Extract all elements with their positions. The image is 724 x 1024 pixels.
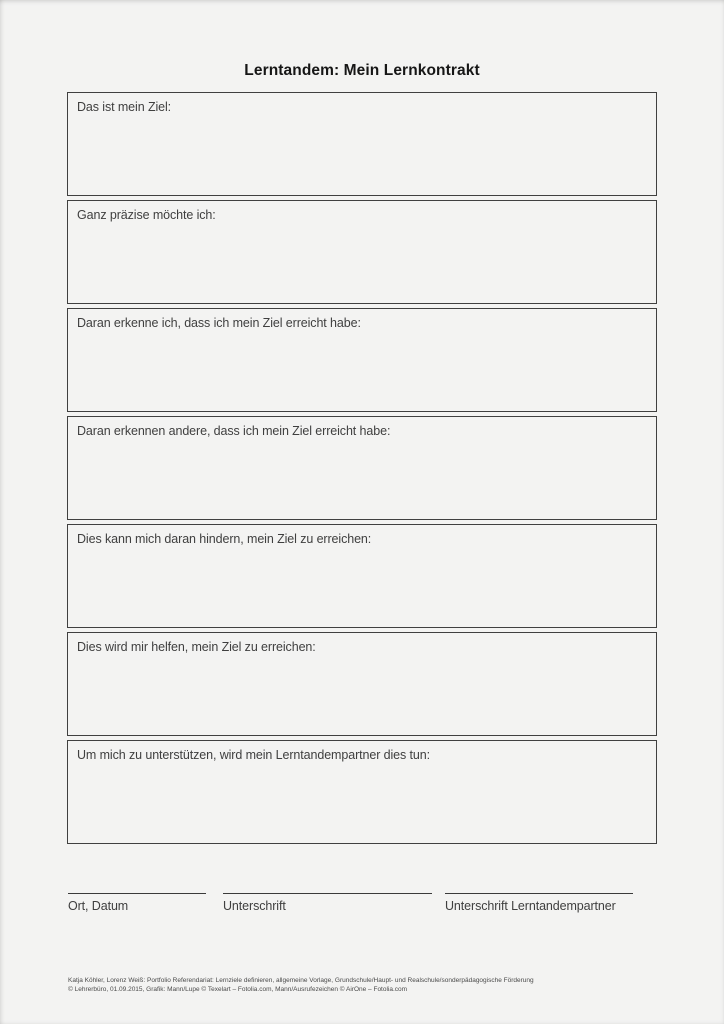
box-label: Daran erkenne ich, dass ich mein Ziel erreicht habe: bbox=[77, 316, 361, 330]
footer-line-1: Katja Köhler, Lorenz Weiß: Portfolio Referendariat: Lernziele definieren, allgemeine Vorlage, Grundschule/Haupt- und Realschule/sonderpädagogische Förderung bbox=[68, 977, 534, 984]
box-label: Um mich zu unterstützen, wird mein Lerntandempartner dies tun: bbox=[77, 748, 430, 762]
signature-ort-datum: Ort, Datum bbox=[68, 893, 206, 913]
signature-row bbox=[0, 893, 724, 933]
form-box-ziel bbox=[67, 92, 657, 196]
form-box-hindern bbox=[67, 524, 657, 628]
box-label: Ganz präzise möchte ich: bbox=[77, 208, 216, 222]
box-label: Dies wird mir helfen, mein Ziel zu erreichen: bbox=[77, 640, 316, 654]
box-label: Das ist mein Ziel: bbox=[77, 100, 172, 114]
form-box-tandempartner bbox=[67, 740, 657, 844]
footer-credits bbox=[68, 977, 668, 994]
form-box-helfen bbox=[67, 632, 657, 736]
footer-line-2: © Lehrerbüro, 01.09.2015, Grafik: Mann/Lupe © Texelart – Fotolia.com, Mann/Ausrufezeichen © AirOne – Fotolia.com bbox=[68, 985, 408, 993]
signature-unterschrift: Unterschrift bbox=[223, 893, 432, 913]
form-box-praezise bbox=[67, 200, 657, 304]
box-label: Dies kann mich daran hindern, mein Ziel zu erreichen: bbox=[77, 532, 372, 546]
signature-unterschrift-partner: Unterschrift Lerntandempartner bbox=[445, 893, 633, 913]
form-boxes bbox=[67, 92, 657, 844]
box-label: Daran erkennen andere, dass ich mein Ziel erreicht habe: bbox=[77, 424, 391, 438]
form-box-erkennen-andere bbox=[67, 416, 657, 520]
page-title: Lerntandem: Mein Lernkontrakt bbox=[244, 62, 480, 79]
form-box-erkenne-ich bbox=[67, 308, 657, 412]
